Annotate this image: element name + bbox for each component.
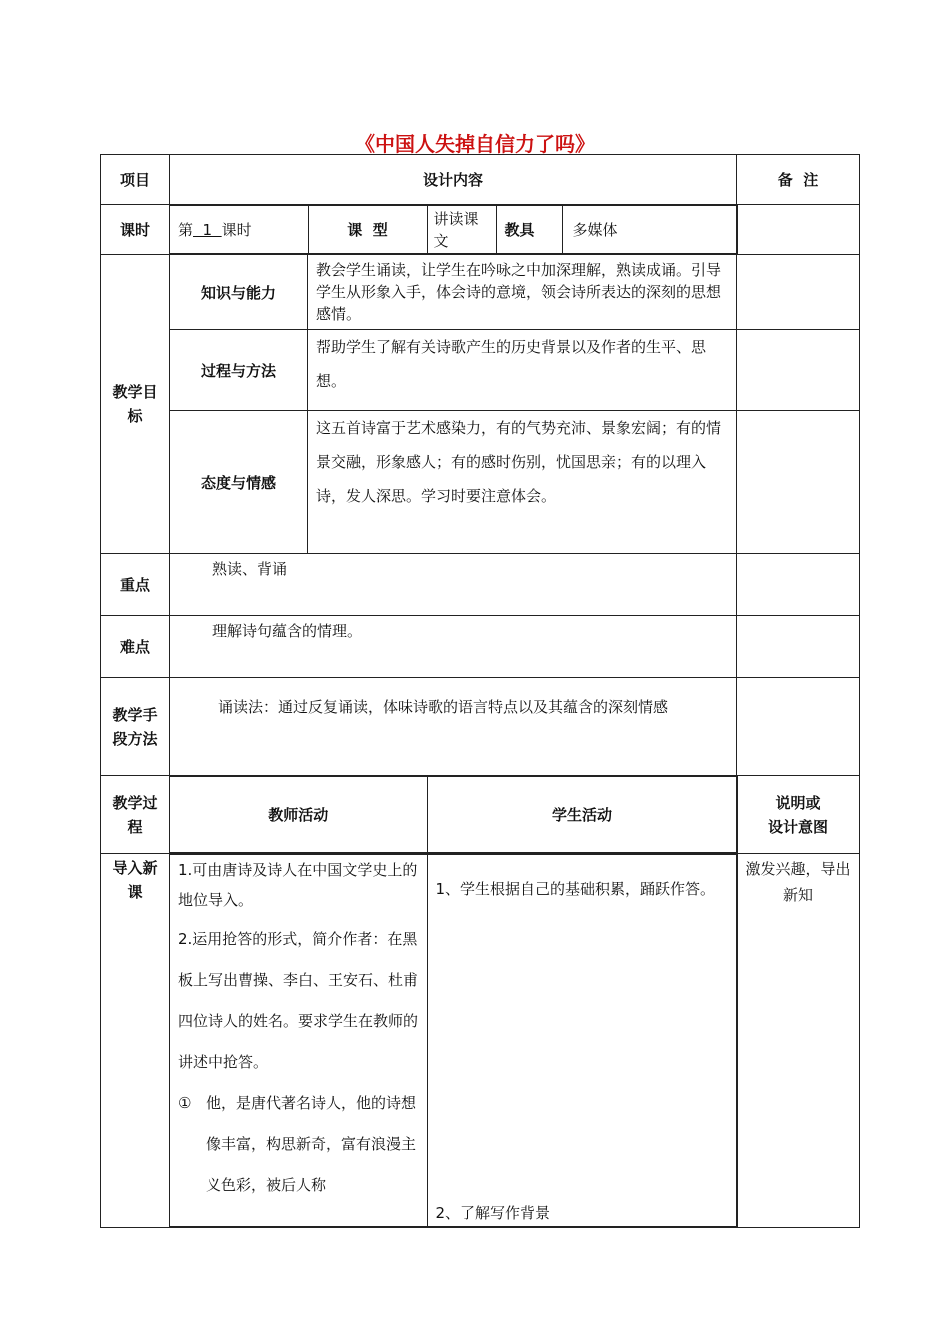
design-intent-line2: 设计意图: [768, 817, 829, 836]
difficult-text: 理解诗句蕴含的情理。: [170, 616, 737, 678]
lesson-plan-table: [100, 154, 860, 1228]
lesson-period: [170, 206, 308, 254]
lesson-label: 课时: [101, 205, 170, 255]
knowledge-note: [737, 255, 860, 330]
design-intent-line1: 说明或: [775, 793, 821, 812]
lesson-row: [170, 205, 737, 255]
intro-student-activity: [427, 855, 737, 1227]
difficult-label: 难点: [101, 616, 170, 678]
design-intent-header: [737, 776, 860, 854]
attitude-text: 这五首诗富于艺术感染力，有的气势充沛、景象宏阔；有的情景交融，形象感人；有的感时伤别，忧国思亲；有的以理入诗，发人深思。学习时要注意体会。: [308, 411, 737, 554]
intro-label: 导入新课: [101, 854, 170, 1228]
key-text: 熟读、背诵: [170, 554, 737, 616]
process-method-note: [737, 330, 860, 411]
teacher-step-3-text: 他，是唐代著名诗人，他的诗想像丰富，构思新奇，富有浪漫主义色彩，被后人称: [206, 1094, 417, 1194]
teacher-activity-header: 教师活动: [170, 777, 427, 853]
type-value: 讲读课文: [427, 206, 496, 254]
process-activity-header: [170, 776, 737, 854]
teacher-step-3: [178, 1083, 419, 1206]
process-method-label: 过程与方法: [170, 330, 308, 411]
teacher-step-1: 1.可由唐诗及诗人在中国文学史上的地位导入。: [178, 861, 418, 909]
methods-text: 诵读法：通过反复诵读，体味诗歌的语言特点以及其蕴含的深刻情感: [170, 678, 737, 776]
header-note: 备 注: [737, 155, 860, 205]
period-number: 1: [193, 221, 222, 239]
attitude-note: [737, 411, 860, 554]
key-note: [737, 554, 860, 616]
tools-value: 多媒体: [562, 206, 737, 254]
period-suffix: 课时: [221, 221, 252, 239]
circled-number: ①: [178, 1094, 192, 1112]
header-item: 项目: [101, 155, 170, 205]
key-label: 重点: [101, 554, 170, 616]
lesson-note: [737, 205, 860, 255]
teacher-step-2: 2.运用抢答的形式，简介作者：在黑板上写出曹操、李白、王安石、杜甫四位诗人的姓名。要求学生在教师的讲述中抢答。: [178, 930, 419, 1071]
goals-label: 教学目标: [101, 255, 170, 554]
attitude-label: 态度与情感: [170, 411, 308, 554]
student-step-1: 1、学生根据自己的基础积累，踊跃作答。: [435, 880, 716, 898]
tools-label: 教具: [496, 206, 562, 254]
student-step-2: 2、了解写作背景: [435, 1204, 551, 1222]
period-prefix: 第: [178, 221, 194, 239]
intro-note: 激发兴趣，导出新知: [737, 854, 860, 1228]
knowledge-text: 教会学生诵读，让学生在吟咏之中加深理解，熟读成诵。引导学生从形象入手，体会诗的意境，领会诗所表达的深刻的思想感情。: [308, 255, 737, 330]
methods-label: 教学手段方法: [101, 678, 170, 776]
difficult-note: [737, 616, 860, 678]
methods-note: [737, 678, 860, 776]
intro-teacher-activity: [170, 855, 427, 1227]
knowledge-label: 知识与能力: [170, 255, 308, 330]
type-label: 课 型: [308, 206, 427, 254]
process-method-text: 帮助学生了解有关诗歌产生的历史背景以及作者的生平、思想。: [308, 330, 737, 411]
student-activity-header: 学生活动: [427, 777, 737, 853]
header-content: 设计内容: [170, 155, 737, 205]
intro-activities: [170, 854, 737, 1228]
document-title: 《中国人失掉自信力了吗》: [355, 132, 595, 156]
process-stage-header: 教学过程: [101, 776, 170, 854]
